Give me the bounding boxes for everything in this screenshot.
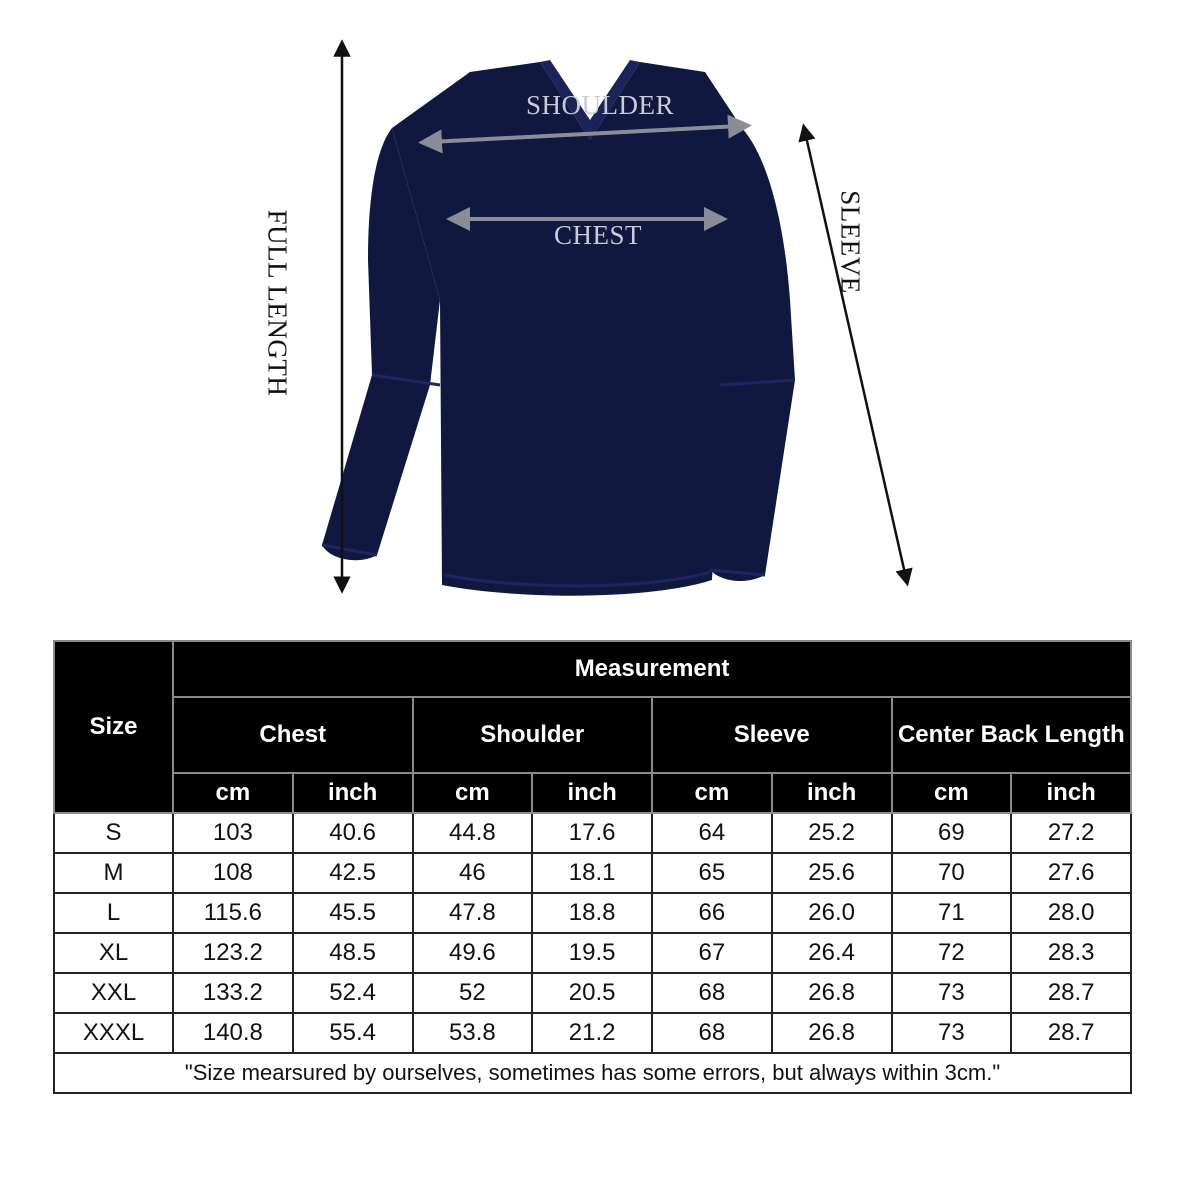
value-cell: 26.8: [772, 1013, 892, 1053]
group-header-sleeve: Sleeve: [652, 697, 892, 773]
unit-header: cm: [413, 773, 533, 813]
value-cell: 42.5: [293, 853, 413, 893]
unit-header: inch: [772, 773, 892, 813]
value-cell: 140.8: [173, 1013, 293, 1053]
table-row: [54, 933, 1131, 973]
value-cell: 40.6: [293, 813, 413, 853]
value-cell: 21.2: [532, 1013, 652, 1053]
value-cell: 72: [892, 933, 1012, 973]
table-row: [54, 853, 1131, 893]
value-cell: 44.8: [413, 813, 533, 853]
value-cell: 108: [173, 853, 293, 893]
value-cell: 45.5: [293, 893, 413, 933]
full-length-label: FULL LENGTH: [262, 209, 293, 397]
value-cell: 68: [652, 973, 772, 1013]
value-cell: 68: [652, 1013, 772, 1053]
value-cell: 27.2: [1011, 813, 1131, 853]
table-row: [54, 1013, 1131, 1053]
unit-header: cm: [173, 773, 293, 813]
value-cell: 55.4: [293, 1013, 413, 1053]
size-chart-table: [53, 640, 1132, 1094]
value-cell: 48.5: [293, 933, 413, 973]
unit-header: inch: [532, 773, 652, 813]
value-cell: 28.7: [1011, 1013, 1131, 1053]
value-cell: 28.3: [1011, 933, 1131, 973]
unit-header: inch: [293, 773, 413, 813]
value-cell: 26.4: [772, 933, 892, 973]
value-cell: 47.8: [413, 893, 533, 933]
size-rows: [54, 813, 1131, 1053]
value-cell: 115.6: [173, 893, 293, 933]
value-cell: 133.2: [173, 973, 293, 1013]
value-cell: 26.8: [772, 973, 892, 1013]
value-cell: 52: [413, 973, 533, 1013]
value-cell: 65: [652, 853, 772, 893]
sweater-shape: [322, 60, 795, 596]
group-header-chest: Chest: [173, 697, 413, 773]
value-cell: 67: [652, 933, 772, 973]
chest-label: CHEST: [554, 220, 643, 250]
value-cell: 70: [892, 853, 1012, 893]
size-cell: XL: [54, 933, 173, 973]
value-cell: 25.2: [772, 813, 892, 853]
size-cell: L: [54, 893, 173, 933]
table-row: [54, 813, 1131, 853]
value-cell: 69: [892, 813, 1012, 853]
size-header: Size: [54, 641, 173, 813]
table-row: [54, 893, 1131, 933]
size-cell: M: [54, 853, 173, 893]
value-cell: 53.8: [413, 1013, 533, 1053]
value-cell: 27.6: [1011, 853, 1131, 893]
size-cell: XXL: [54, 973, 173, 1013]
value-cell: 49.6: [413, 933, 533, 973]
value-cell: 18.1: [532, 853, 652, 893]
value-cell: 17.6: [532, 813, 652, 853]
size-note: "Size mearsured by ourselves, sometimes has some errors, but always within 3cm.": [54, 1053, 1131, 1093]
value-cell: 73: [892, 1013, 1012, 1053]
value-cell: 20.5: [532, 973, 652, 1013]
measurement-header: Measurement: [173, 641, 1131, 697]
table-row: [54, 973, 1131, 1013]
unit-header: cm: [892, 773, 1012, 813]
value-cell: 52.4: [293, 973, 413, 1013]
value-cell: 64: [652, 813, 772, 853]
value-cell: 73: [892, 973, 1012, 1013]
size-cell: S: [54, 813, 173, 853]
value-cell: 26.0: [772, 893, 892, 933]
value-cell: 71: [892, 893, 1012, 933]
value-cell: 46: [413, 853, 533, 893]
value-cell: 66: [652, 893, 772, 933]
value-cell: 19.5: [532, 933, 652, 973]
value-cell: 28.0: [1011, 893, 1131, 933]
size-cell: XXXL: [54, 1013, 173, 1053]
value-cell: 103: [173, 813, 293, 853]
unit-header: cm: [652, 773, 772, 813]
shoulder-label: SHOULDER: [526, 90, 675, 120]
value-cell: 25.6: [772, 853, 892, 893]
value-cell: 18.8: [532, 893, 652, 933]
sleeve-label: SLEEVE: [835, 190, 866, 294]
unit-header: inch: [1011, 773, 1131, 813]
value-cell: 28.7: [1011, 973, 1131, 1013]
group-header-shoulder: Shoulder: [413, 697, 653, 773]
group-header-center-back-length: Center Back Length: [892, 697, 1132, 773]
value-cell: 123.2: [173, 933, 293, 973]
